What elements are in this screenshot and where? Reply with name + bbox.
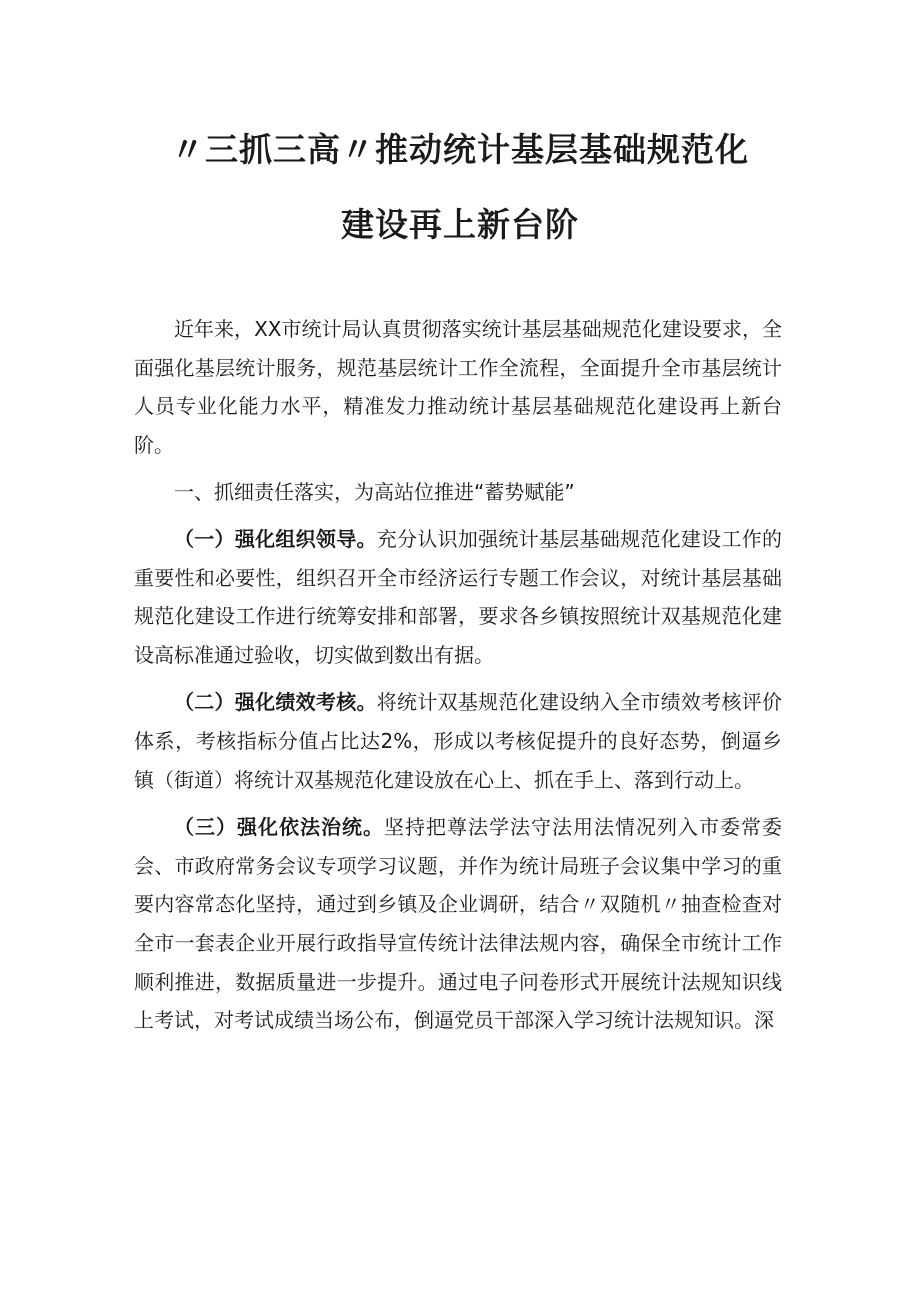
section-heading: 一、抓细责任落实，为高站位推进“蓄势赋能” bbox=[174, 480, 575, 505]
intro-paragraph: 近年来，XX市统计局认真贯彻落实统计基层基础规范化建设要求，全面强化基层统计服务，规范基层统计工作全流程，全面提升全市基层统计人员专业化能力水平，精准发力推动统计基层基础规范化建设再上新台阶。 bbox=[134, 317, 782, 457]
item-text-1: 充分认识加强统计基层基础规范化建设工作的重要性和必要性，组织召开全市经济运行专题工作会议，对统计基层基础规范化建设工作进行统筹安排和部署，要求各乡镇按照统计双基规范化建设高标准通过验收，切实做到数出有据。 bbox=[134, 526, 783, 667]
item-paragraph-3 bbox=[134, 808, 782, 1040]
document-title-line-2: 建设再上新台阶 bbox=[341, 205, 579, 244]
document-title-line-1: 〃三抓三高〃推动统计基层基础规范化 bbox=[171, 130, 749, 169]
document-body bbox=[134, 310, 782, 1040]
item-paragraph-2 bbox=[134, 683, 782, 799]
item-lead-3: （三）强化依法治统。 bbox=[174, 815, 384, 840]
item-text-2: 将统计双基规范化建设纳入全市绩效考核评价体系，考核指标分值占比达2%，形成以考核促提升的良好态势，倒逼乡镇（街道）将统计双基规范化建设放在心上、抓在手上、落到行动上。 bbox=[134, 690, 783, 792]
item-text-3: 坚持把尊法学法守法用法情况列入市委常委会、市政府常务会议专项学习议题，并作为统计局班子会议集中学习的重要内容常态化坚持，通过到乡镇及企业调研，结合〃双随机〃抽查检查对全市一套表企业开展行政指导宣传统计法律法规内容，确保全市统计工作顺利推进，数据质量进一步提升。通过电子问卷形式开展统计法规知识线上考试，对考试成绩当场公布，倒逼党员干部深入学习统计法规知识。深 bbox=[134, 815, 782, 1033]
item-lead-2: （二）强化绩效考核。 bbox=[174, 690, 377, 715]
item-lead-1: （一）强化组织领导。 bbox=[174, 526, 377, 551]
item-paragraph-1 bbox=[134, 520, 782, 674]
